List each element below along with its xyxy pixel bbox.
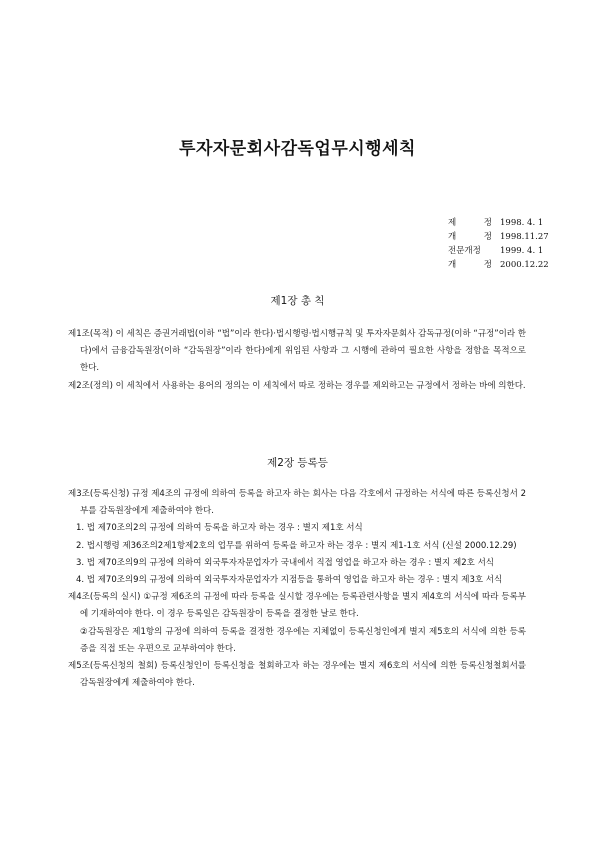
revision-row <box>422 258 552 272</box>
article-4-paragraph-2: ②감독원장은 제1항의 규정에 의하여 등록을 결정한 경우에는 지체없이 등록신청인에게 별지 제5호의 서식에 의한 등록증을 직접 또는 우편으로 교부하여야 한다. <box>80 626 526 654</box>
chapter-1-body <box>68 326 526 395</box>
article-3: 제3조(등록신청) 규정 제4조의 규정에 의하여 등록을 하고자 하는 회사는 다음 각호에서 규정하는 서식에 따른 등록신청서 2부를 감독원장에게 제출하여야 한다. <box>68 489 526 517</box>
article-3-item-1: 1. 법 제70조의2의 규정에 의하여 등록을 하고자 하는 경우 : 별지 제1호 서식 <box>76 523 363 534</box>
article-3-item-4: 4. 법 제70조의9의 규정에 의하여 외국투자자문업자가 지점등을 통하여 영업을 하고자 하는 경우 : 별지 제3호 서식 <box>76 575 503 586</box>
chapter-2-heading: 제2장 등록등 <box>267 457 328 469</box>
article-3-item-3: 3. 법 제70조의9의 규정에 의하여 외국투자자문업자가 국내에서 직접 영업을 하고자 하는 경우 : 별지 제2호 서식 <box>76 557 494 568</box>
revision-label: 전문개정 <box>448 246 481 256</box>
revision-label: 개 정 <box>448 232 492 242</box>
article-5: 제5조(등록신청의 철회) 등록신청인이 등록신청을 철회하고자 하는 경우에는 별지 제6호의 서식에 의한 등록신청철회서를 감독원장에게 제출하여야 한다. <box>68 661 526 689</box>
article-2: 제2조(정의) 이 세칙에서 사용하는 용어의 정의는 이 세칙에서 따로 정하는 경우를 제외하고는 규정에서 정하는 바에 의한다. <box>68 380 526 391</box>
revision-date: 1999. 4. 1 <box>500 246 544 256</box>
revision-date: 2000.12.22 <box>500 260 549 270</box>
article-4: 제4조(등록의 실시) ①규정 제6조의 규정에 따라 등록을 실시할 경우에는 등록관련사항을 별지 제4호의 서식에 따라 등록부에 기재하여야 한다. 이 경우 등록일은 감독원장이 등록을 결정한 날로 한다. <box>68 592 526 620</box>
chapter-1-heading: 제1장 총 칙 <box>270 295 325 307</box>
revision-history <box>422 216 552 272</box>
document-title: 투자자문회사감독업무시행세칙 <box>179 139 416 159</box>
revision-row <box>422 216 552 230</box>
revision-date: 1998. 4. 1 <box>500 218 544 228</box>
chapter-2-body <box>68 486 526 692</box>
article-3-item-2: 2. 법시행령 제36조의2제1항제2호의 업무를 위하여 등록을 하고자 하는 경우 : 별지 제1-1호 서식 (신설 2000.12.29) <box>76 540 517 551</box>
revision-row <box>422 230 552 244</box>
article-1: 제1조(목적) 이 세칙은 증권거래법(이하 “법”이라 한다)·법시행령·법시행규칙 및 투자자문회사 감독규정(이하 “규정”이라 한다)에서 금융감독원장(이하 “감독원장”이라 한다)에게 위임된 사항과 그 시행에 관하여 필요한 사항을 정함을 목적으로 한다. <box>68 329 526 374</box>
revision-label: 개 정 <box>448 260 492 270</box>
revision-row <box>422 244 552 258</box>
revision-date: 1998.11.27 <box>500 232 549 242</box>
revision-label: 제 정 <box>448 218 492 228</box>
